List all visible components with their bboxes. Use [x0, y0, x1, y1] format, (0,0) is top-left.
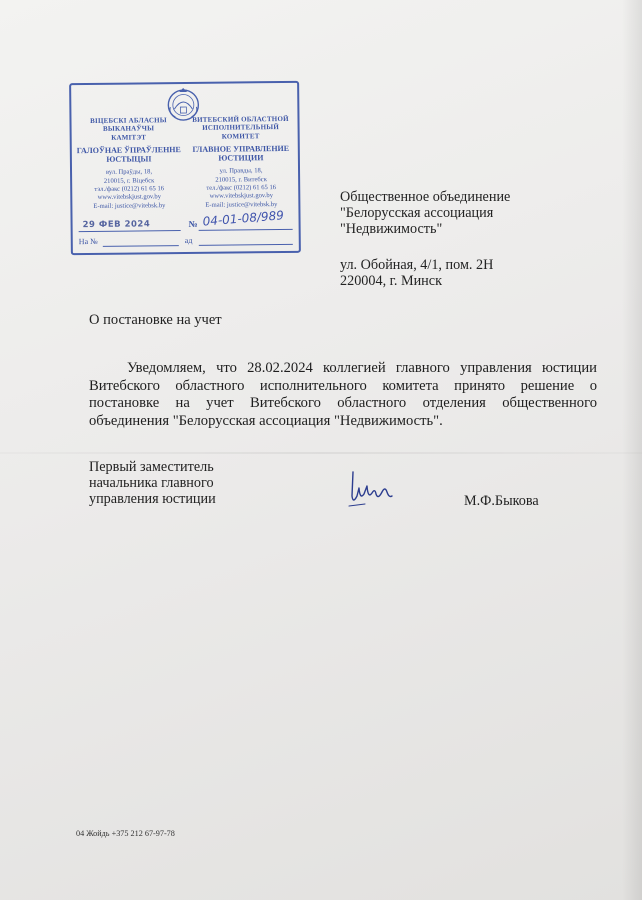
- signatory-title-line: управления юстиции: [89, 491, 216, 508]
- stamp-address-line: вул. Праўды, 18,: [105, 168, 153, 177]
- addressee-street: ул. Обойная, 4/1, пом. 2Н: [340, 257, 494, 273]
- stamp-ref-label: На №: [78, 236, 98, 247]
- letter-subject: О постановке на учет: [89, 312, 222, 328]
- stamp-number-label: №: [188, 218, 198, 229]
- stamp-dept-line: ЮСТИЦИИ: [218, 153, 264, 163]
- stamp-reference-row: [77, 235, 295, 249]
- stamp-org-line: КАМІТЭТ: [111, 133, 147, 142]
- footer-contact: 04 Жойдь +375 212 67-97-78: [76, 829, 175, 838]
- letter-body: Уведомляем, что 28.02.2024 коллегией главного управления юстиции Витебского областного исполнительного комитета принято решение о постановке на учет Витебского областного отделения общественного объединения "Белорусская ассоциация "Недвижимость".: [89, 360, 597, 429]
- stamp-ref-from: ад: [184, 235, 193, 246]
- addressee-block: [340, 189, 620, 289]
- stamp-address-line: ул. Правды, 18,: [219, 167, 263, 175]
- stamp-date-row: [77, 208, 295, 233]
- stamp-date: 29 ФЕВ 2024: [82, 219, 151, 231]
- page-shadow: [622, 0, 642, 900]
- stamp-ref-from-underline: [199, 244, 293, 246]
- stamp-belarusian-column: [75, 116, 182, 211]
- addressee-org-line: "Белорусская ассоциация: [340, 205, 494, 221]
- stamp-address-line: 210015, г. Віцебск: [103, 176, 155, 185]
- signatory-name: М.Ф.Быкова: [464, 493, 539, 509]
- stamp-number-underline: [199, 229, 293, 231]
- stamp-website-line: www.vitebskjust.gov.by: [209, 192, 274, 201]
- stamp-dept-line: ГАЛОЎНАЕ ЎПРАЎЛЕННЕ: [76, 145, 181, 156]
- handwritten-signature: [345, 466, 395, 510]
- addressee-org-line: Общественное объединение: [340, 189, 511, 205]
- stamp-russian-column: [187, 115, 294, 210]
- addressee-city: 220004, г. Минск: [340, 273, 442, 289]
- paper-fold: [0, 452, 642, 454]
- stamp-dept-line: ГЛАВНОЕ УПРАВЛЕНИЕ: [192, 144, 290, 155]
- stamp-org-line: ИСПОЛНИТЕЛЬНЫЙ: [202, 123, 280, 133]
- stamp-dept-line: ЮСТЫЦЫІ: [106, 154, 152, 165]
- stamp-org-line: ВІЦЕБСКІ АБЛАСНЫ: [90, 116, 167, 125]
- stamp-org-line: ВИТЕБСКИЙ ОБЛАСТНОЙ: [192, 114, 289, 124]
- stamp-phone-line: тэл./факс (0212) 61 65 16: [94, 185, 165, 193]
- stamp-org-line: КОМИТЕТ: [221, 132, 260, 141]
- stamp-website-line: www.vitebskjust.gov.by: [97, 193, 162, 202]
- signatory-title-line: Первый заместитель: [89, 459, 214, 475]
- stamp-ref-underline: [103, 245, 179, 247]
- stamp-org-line: ВЫКАНАЎЧЫ: [102, 124, 155, 134]
- stamp-registration-number: 04-01-08/989: [202, 208, 285, 229]
- stamp-address-line: 210015, г. Витебск: [215, 175, 267, 184]
- registration-stamp: [69, 81, 301, 255]
- signatory-title-line: начальника главного: [89, 475, 214, 492]
- stamp-phone-line: тел./факс (0212) 61 65 16: [206, 184, 277, 192]
- stamp-email-line: E-mail: justice@vitebsk.by: [93, 202, 166, 210]
- signatory-title: [89, 459, 216, 508]
- stamp-email-line: E-mail: justice@vitebsk.by: [205, 200, 278, 209]
- addressee-org-line: "Недвижимость": [340, 221, 443, 237]
- stamp-date-underline: [79, 230, 181, 232]
